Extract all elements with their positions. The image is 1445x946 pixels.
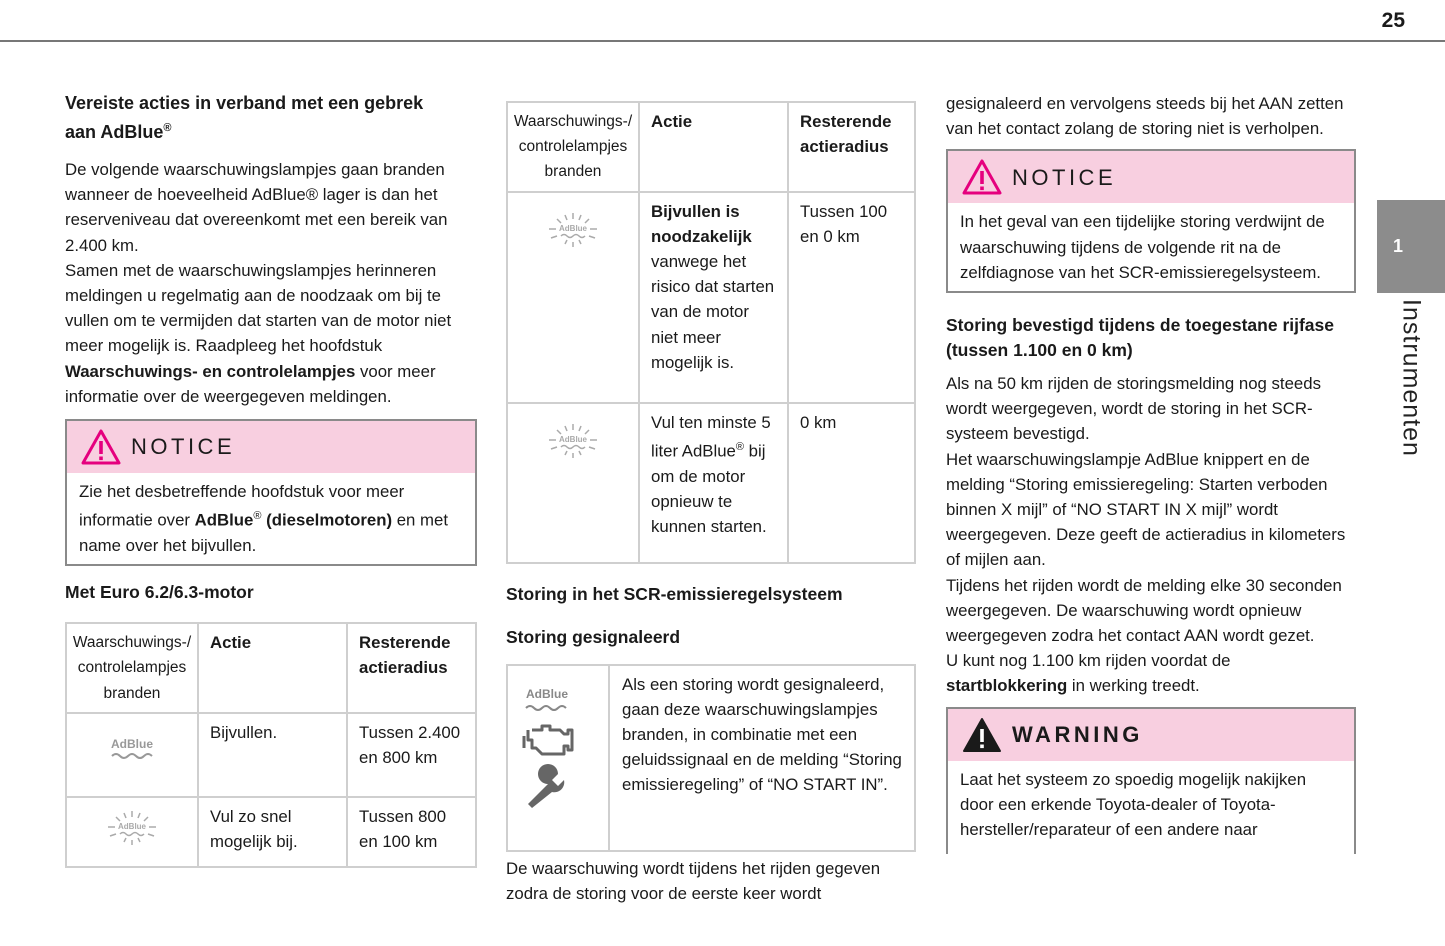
range-cell: Tussen 2.400 en 800 km [347,713,476,797]
warning-text: Laat het systeem zo spoedig mogelijk nakijken door een erkende Toyota-dealer of Toyota-hersteller/reparateur of een andere naar [960,769,1307,840]
confirmed-paragraph-4: U kunt nog 1.100 km rijden voordat de startblokkering in werking treedt. [946,651,1231,696]
reminder-paragraph: Samen met de waarschuwingslampjes herinneren meldingen u regelmatig aan de noodzaak om bij te vullen om te vermijden dat starten van de motor niet meer mogelijk is. Raadpleeg het hoofdstuk Waarschuwings- en controlelampjes voor meer informatie over de weergegeven meldingen. [65,260,452,406]
wrench-icon [522,764,574,810]
chapter-label: Instrumenten [1397,299,1426,457]
header-range: Resterende actieradius [788,102,915,192]
warning-triangle-icon [962,159,1002,195]
header-rule [0,40,1445,42]
notice-box [946,149,1356,293]
notice-title: NOTICE [1012,164,1117,190]
svg-text:AdBlue: AdBlue [118,822,146,832]
column-2 [506,101,916,906]
intro-paragraph: De volgende waarschuwingslampjes gaan branden wanneer de hoeveelheid AdBlue® lager is dan het reserveniveau dat overeenkomt met een bereik van 2.400 km. [65,160,448,255]
warning-triangle-icon [81,429,121,465]
table-row [507,665,915,851]
warning-box [946,707,1356,854]
lamp-cell [66,713,198,797]
notice-title: NOTICE [131,434,236,460]
table-header-row [66,623,476,713]
confirmed-title: Storing bevestigd tijdens de toegestane rijfase (tussen 1.100 en 0 km) [946,315,1335,361]
svg-text:AdBlue: AdBlue [559,223,587,233]
column-3 [946,91,1356,854]
action-cell: Bijvullen. [198,713,347,797]
action-cell: Bijvullen is noodzakelijk vanwege het risico dat starten van de motor niet meer mogelijk is. [639,192,788,403]
section-title: Vereiste acties in verband met een gebrek aan AdBlue® [65,93,424,142]
adblue-table-euro [65,622,477,868]
notice-text: In het geval van een tijdelijke storing verdwijnt de waarschuwing tijdens de volgende rit na de zelfdiagnose van het SCR-emissieregelsysteem. [960,212,1325,282]
warning-title: WARNING [1012,722,1143,748]
scr-title: Storing in het SCR-emissieregelsysteem [506,583,843,604]
chapter-tab[interactable] [1377,200,1445,293]
warning-triangle-icon [962,717,1002,753]
range-cell: Tussen 100 en 0 km [788,192,915,403]
engine-icon [522,720,574,760]
notice-text: Zie het desbetreffende hoofdstuk voor meer informatie over AdBlue® (dieselmotoren) en met name over het bijvullen. [79,482,449,556]
range-cell: Tussen 800 en 100 km [347,797,476,867]
notice-box [65,419,477,566]
action-cell: Vul zo snel mogelijk bij. [198,797,347,867]
adblue-table-noodzakelijk [506,101,916,564]
table-row [66,713,476,797]
svg-text:AdBlue: AdBlue [111,737,153,752]
adblue-flashing-icon [104,809,160,847]
table-row [66,797,476,867]
header-range: Resterende actieradius [347,623,476,713]
column-1 [65,91,477,868]
lamp-cell [507,192,639,403]
confirmed-paragraph-2: Het waarschuwingslampje AdBlue knippert en de melding “Storing emissieregeling: Starten verboden binnen X mijl” of “NO START IN X mijl” wordt weergegeven. Deze geeft de actieradius in kilometers of mijlen aan. [946,449,1346,570]
range-cell: 0 km [788,403,915,563]
page-number: 25 [1381,9,1405,32]
lamp-cell [507,403,639,563]
table-row [507,192,915,403]
confirmed-paragraph-1: Als na 50 km rijden de storingsmelding nog steeds wordt weergegeven, wordt de storing in het SCR-systeem bevestigd. [946,374,1321,444]
continued-paragraph: gesignaleerd en vervolgens steeds bij het AAN zetten van het contact zolang de storing niet is verholpen. [946,94,1344,139]
confirmed-paragraph-3: Tijdens het rijden wordt de melding elke 30 seconden weergegeven. De waarschuwing wordt opnieuw weergegeven zodra het contact AAN wordt gezet. [946,575,1342,646]
adblue-flashing-icon [545,211,601,249]
adblue-icon [522,686,574,716]
chapter-number: 1 [1393,236,1404,256]
table-row [507,403,915,563]
table-header-row [507,102,915,192]
euro-title: Met Euro 6.2/6.3-motor [65,582,254,603]
header-lamps: Waarschuwings-/ controlelampjes branden [66,623,198,713]
svg-text:AdBlue: AdBlue [526,686,568,701]
svg-text:AdBlue: AdBlue [559,434,587,444]
lamp-cell [66,797,198,867]
adblue-icon [107,734,157,768]
detected-title: Storing gesignaleerd [506,626,681,647]
header-lamps: Waarschuwings-/ controlelampjes branden [507,102,639,192]
action-cell: Vul ten minste 5 liter AdBlue® bij om de motor opnieuw te kunnen starten. [639,403,788,563]
lamp-cell [507,665,609,851]
bottom-paragraph: De waarschuwing wordt tijdens het rijden gegeven zodra de storing voor de eerste keer wordt [506,858,881,903]
detected-table [506,664,916,852]
header-action: Actie [639,102,788,192]
adblue-flashing-icon [545,422,601,460]
header-action: Actie [198,623,347,713]
detected-text: Als een storing wordt gesignaleerd, gaan deze waarschuwingslampjes branden, in combinatie met een geluidssignaal en de melding “Storing emissieregeling” of “NO START IN”. [609,665,915,851]
